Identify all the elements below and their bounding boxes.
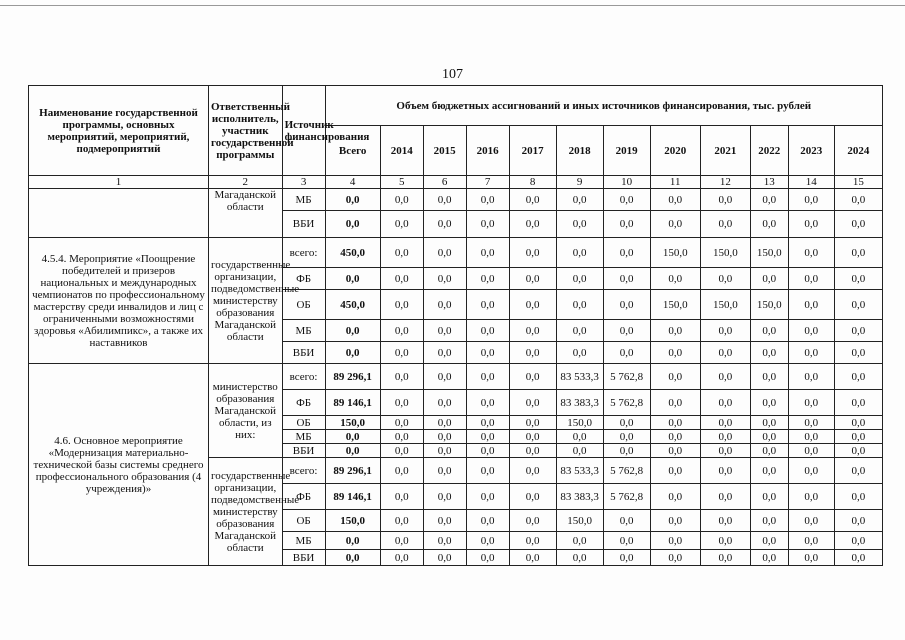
value-cell: 150,0	[325, 416, 380, 430]
value-cell: 83 383,3	[556, 484, 603, 510]
value-cell: 0,0	[650, 484, 700, 510]
value-cell: 5 762,8	[603, 484, 650, 510]
value-cell: 150,0	[750, 290, 788, 320]
value-cell: 0,0	[700, 416, 750, 430]
value-cell: 0,0	[466, 320, 509, 342]
header-year: 2015	[423, 126, 466, 176]
value-cell: 0,0	[650, 364, 700, 390]
value-cell: 0,0	[466, 342, 509, 364]
value-cell: 150,0	[700, 238, 750, 268]
value-cell: 0,0	[509, 189, 556, 211]
value-cell: 0,0	[556, 444, 603, 458]
value-cell: 0,0	[380, 458, 423, 484]
value-cell: 0,0	[509, 484, 556, 510]
column-number: 2	[208, 176, 282, 189]
value-cell: 0,0	[423, 416, 466, 430]
value-cell: 0,0	[603, 532, 650, 550]
source-cell: ВБИ	[282, 444, 325, 458]
value-cell: 0,0	[834, 458, 882, 484]
value-cell: 0,0	[423, 532, 466, 550]
value-cell: 150,0	[650, 290, 700, 320]
value-cell: 0,0	[788, 364, 834, 390]
value-cell: 0,0	[788, 532, 834, 550]
value-cell: 0,0	[380, 510, 423, 532]
table-row	[29, 189, 883, 211]
value-cell: 0,0	[650, 550, 700, 566]
value-cell: 0,0	[750, 532, 788, 550]
header-total: Всего	[325, 126, 380, 176]
value-cell: 0,0	[380, 342, 423, 364]
value-cell: 0,0	[466, 290, 509, 320]
value-cell: 0,0	[700, 268, 750, 290]
value-cell: 0,0	[509, 458, 556, 484]
value-cell: 0,0	[380, 484, 423, 510]
value-cell: 0,0	[750, 390, 788, 416]
value-cell: 0,0	[834, 290, 882, 320]
value-cell: 0,0	[700, 532, 750, 550]
value-cell: 0,0	[423, 430, 466, 444]
value-cell: 0,0	[834, 189, 882, 211]
executor-cell: Магаданской области	[208, 189, 282, 238]
program-name-cell: 4.6. Основное мероприятие «Модернизация материально-технической базы системы среднего профессионального образования (4 учреждения)»	[29, 364, 209, 566]
value-cell: 0,0	[834, 484, 882, 510]
value-cell: 0,0	[380, 390, 423, 416]
source-cell: ФБ	[282, 390, 325, 416]
value-cell: 5 762,8	[603, 364, 650, 390]
value-cell: 0,0	[788, 211, 834, 238]
value-cell: 0,0	[650, 189, 700, 211]
value-cell: 0,0	[509, 532, 556, 550]
value-cell: 150,0	[556, 416, 603, 430]
value-cell: 0,0	[423, 510, 466, 532]
value-cell: 0,0	[700, 458, 750, 484]
column-number: 8	[509, 176, 556, 189]
value-cell: 0,0	[380, 268, 423, 290]
value-cell: 0,0	[466, 390, 509, 416]
header-program-name: Наименование государственной программы, основных мероприятий, мероприятий, подмероприятий	[29, 86, 209, 176]
value-cell: 0,0	[466, 416, 509, 430]
value-cell: 0,0	[750, 320, 788, 342]
value-cell: 0,0	[423, 268, 466, 290]
value-cell: 83 383,3	[556, 390, 603, 416]
value-cell: 0,0	[509, 211, 556, 238]
value-cell: 0,0	[380, 364, 423, 390]
value-cell: 0,0	[380, 416, 423, 430]
source-cell: ВБИ	[282, 550, 325, 566]
value-cell: 0,0	[650, 458, 700, 484]
value-cell: 89 146,1	[325, 484, 380, 510]
value-cell: 0,0	[788, 238, 834, 268]
header-executor: Ответственный исполнитель, участник государственной программы	[208, 86, 282, 176]
value-cell: 0,0	[325, 320, 380, 342]
value-cell: 0,0	[650, 342, 700, 364]
value-cell: 0,0	[788, 290, 834, 320]
value-cell: 0,0	[466, 211, 509, 238]
executor-cell: государственные организации, подведомственные министерству образования Магаданской области	[208, 238, 282, 364]
value-cell: 0,0	[603, 342, 650, 364]
header-year: 2021	[700, 126, 750, 176]
value-cell: 0,0	[509, 416, 556, 430]
value-cell: 150,0	[556, 510, 603, 532]
program-name-cell: 4.5.4. Мероприятие «Поощрение победителей и призеров национальных и международных чемпионатов по профессиональному мастерству среди инвалидов и лиц с ограниченными возможностями здоровья «Абилимпикс», а также их наставников	[29, 238, 209, 364]
value-cell: 0,0	[466, 458, 509, 484]
value-cell: 0,0	[423, 320, 466, 342]
value-cell: 0,0	[325, 189, 380, 211]
column-number: 10	[603, 176, 650, 189]
value-cell: 0,0	[325, 532, 380, 550]
source-cell: МБ	[282, 430, 325, 444]
source-cell: МБ	[282, 532, 325, 550]
source-cell: всего:	[282, 364, 325, 390]
value-cell: 0,0	[325, 268, 380, 290]
value-cell: 0,0	[750, 211, 788, 238]
header-budget: Объем бюджетных ассигнований и иных источников финансирования, тыс. рублей	[325, 86, 882, 126]
source-cell: МБ	[282, 189, 325, 211]
value-cell: 0,0	[834, 444, 882, 458]
value-cell: 0,0	[603, 550, 650, 566]
value-cell: 5 762,8	[603, 458, 650, 484]
column-number: 7	[466, 176, 509, 189]
header-year: 2024	[834, 126, 882, 176]
value-cell: 0,0	[700, 510, 750, 532]
value-cell: 0,0	[423, 484, 466, 510]
value-cell: 0,0	[788, 320, 834, 342]
value-cell: 0,0	[650, 532, 700, 550]
value-cell: 0,0	[509, 430, 556, 444]
value-cell: 0,0	[750, 430, 788, 444]
value-cell: 0,0	[750, 189, 788, 211]
table-row	[29, 364, 883, 390]
value-cell: 0,0	[650, 390, 700, 416]
value-cell: 0,0	[788, 189, 834, 211]
value-cell: 0,0	[750, 416, 788, 430]
value-cell: 0,0	[700, 342, 750, 364]
value-cell: 0,0	[603, 238, 650, 268]
value-cell: 0,0	[466, 189, 509, 211]
value-cell: 0,0	[380, 290, 423, 320]
value-cell: 0,0	[466, 238, 509, 268]
value-cell: 0,0	[700, 364, 750, 390]
value-cell: 0,0	[325, 342, 380, 364]
value-cell: 0,0	[750, 484, 788, 510]
value-cell: 0,0	[603, 211, 650, 238]
value-cell: 0,0	[556, 268, 603, 290]
column-number: 11	[650, 176, 700, 189]
value-cell: 5 762,8	[603, 390, 650, 416]
value-cell: 0,0	[700, 211, 750, 238]
value-cell: 0,0	[423, 458, 466, 484]
value-cell: 150,0	[650, 238, 700, 268]
value-cell: 0,0	[700, 550, 750, 566]
value-cell: 0,0	[650, 430, 700, 444]
value-cell: 0,0	[423, 211, 466, 238]
value-cell: 0,0	[603, 189, 650, 211]
value-cell: 150,0	[325, 510, 380, 532]
value-cell: 0,0	[423, 189, 466, 211]
value-cell: 0,0	[556, 189, 603, 211]
value-cell: 0,0	[380, 238, 423, 268]
value-cell: 0,0	[509, 364, 556, 390]
value-cell: 0,0	[834, 550, 882, 566]
value-cell: 0,0	[700, 189, 750, 211]
value-cell: 0,0	[700, 484, 750, 510]
budget-table	[28, 85, 883, 566]
source-cell: ОБ	[282, 290, 325, 320]
value-cell: 0,0	[509, 290, 556, 320]
value-cell: 0,0	[466, 268, 509, 290]
value-cell: 0,0	[466, 430, 509, 444]
value-cell: 0,0	[556, 430, 603, 444]
value-cell: 0,0	[509, 550, 556, 566]
value-cell: 0,0	[509, 390, 556, 416]
value-cell: 0,0	[788, 268, 834, 290]
value-cell: 0,0	[788, 458, 834, 484]
value-cell: 0,0	[603, 268, 650, 290]
value-cell: 0,0	[650, 211, 700, 238]
value-cell: 0,0	[325, 444, 380, 458]
value-cell: 0,0	[603, 430, 650, 444]
value-cell: 0,0	[788, 444, 834, 458]
value-cell: 0,0	[556, 238, 603, 268]
value-cell: 0,0	[603, 444, 650, 458]
value-cell: 0,0	[466, 364, 509, 390]
header-year: 2019	[603, 126, 650, 176]
value-cell: 0,0	[380, 430, 423, 444]
top-rule	[0, 5, 905, 6]
value-cell: 0,0	[788, 416, 834, 430]
value-cell: 0,0	[750, 458, 788, 484]
value-cell: 0,0	[650, 416, 700, 430]
value-cell: 89 296,1	[325, 458, 380, 484]
value-cell: 0,0	[466, 550, 509, 566]
value-cell: 83 533,3	[556, 458, 603, 484]
source-cell: ВБИ	[282, 342, 325, 364]
value-cell: 0,0	[700, 390, 750, 416]
value-cell: 0,0	[834, 430, 882, 444]
source-cell: ОБ	[282, 510, 325, 532]
source-cell: всего:	[282, 458, 325, 484]
value-cell: 0,0	[834, 416, 882, 430]
value-cell: 0,0	[380, 320, 423, 342]
page-number: 107	[442, 67, 463, 82]
value-cell: 0,0	[788, 342, 834, 364]
value-cell: 0,0	[423, 238, 466, 268]
value-cell: 0,0	[509, 268, 556, 290]
value-cell: 0,0	[466, 532, 509, 550]
header-year: 2018	[556, 126, 603, 176]
value-cell: 0,0	[834, 390, 882, 416]
value-cell: 0,0	[556, 532, 603, 550]
program-name-cell	[29, 189, 209, 238]
value-cell: 0,0	[700, 320, 750, 342]
value-cell: 0,0	[423, 342, 466, 364]
header-source: Источник финансирования	[282, 86, 325, 176]
value-cell: 0,0	[466, 484, 509, 510]
value-cell: 0,0	[834, 320, 882, 342]
value-cell: 0,0	[466, 510, 509, 532]
value-cell: 89 146,1	[325, 390, 380, 416]
executor-cell: министерство образования Магаданской области, из них:	[208, 364, 282, 458]
value-cell: 0,0	[650, 510, 700, 532]
value-cell: 0,0	[603, 320, 650, 342]
value-cell: 0,0	[650, 268, 700, 290]
value-cell: 89 296,1	[325, 364, 380, 390]
value-cell: 0,0	[380, 550, 423, 566]
value-cell: 0,0	[788, 510, 834, 532]
value-cell: 0,0	[834, 510, 882, 532]
value-cell: 83 533,3	[556, 364, 603, 390]
value-cell: 0,0	[603, 510, 650, 532]
value-cell: 0,0	[650, 320, 700, 342]
column-number: 15	[834, 176, 882, 189]
value-cell: 0,0	[325, 211, 380, 238]
column-number: 6	[423, 176, 466, 189]
value-cell: 0,0	[423, 444, 466, 458]
value-cell: 0,0	[556, 320, 603, 342]
value-cell: 0,0	[603, 416, 650, 430]
value-cell: 0,0	[788, 550, 834, 566]
value-cell: 0,0	[788, 484, 834, 510]
source-cell: ФБ	[282, 484, 325, 510]
source-cell: ВБИ	[282, 211, 325, 238]
value-cell: 0,0	[834, 532, 882, 550]
value-cell: 0,0	[423, 550, 466, 566]
value-cell: 0,0	[556, 211, 603, 238]
value-cell: 0,0	[509, 510, 556, 532]
value-cell: 0,0	[509, 238, 556, 268]
value-cell: 0,0	[750, 268, 788, 290]
column-number: 9	[556, 176, 603, 189]
column-number: 4	[325, 176, 380, 189]
source-cell: ОБ	[282, 416, 325, 430]
value-cell: 0,0	[834, 238, 882, 268]
column-number: 13	[750, 176, 788, 189]
value-cell: 0,0	[650, 444, 700, 458]
value-cell: 0,0	[556, 342, 603, 364]
value-cell: 0,0	[509, 342, 556, 364]
value-cell: 0,0	[325, 430, 380, 444]
value-cell: 0,0	[750, 444, 788, 458]
header-year: 2017	[509, 126, 556, 176]
value-cell: 0,0	[423, 290, 466, 320]
value-cell: 0,0	[834, 268, 882, 290]
value-cell: 0,0	[750, 550, 788, 566]
header-year: 2023	[788, 126, 834, 176]
column-number: 3	[282, 176, 325, 189]
value-cell: 0,0	[380, 189, 423, 211]
value-cell: 150,0	[750, 238, 788, 268]
value-cell: 0,0	[556, 550, 603, 566]
value-cell: 0,0	[509, 444, 556, 458]
value-cell: 0,0	[750, 364, 788, 390]
value-cell: 0,0	[750, 510, 788, 532]
value-cell: 0,0	[834, 211, 882, 238]
value-cell: 450,0	[325, 290, 380, 320]
header-year: 2014	[380, 126, 423, 176]
column-number: 5	[380, 176, 423, 189]
value-cell: 0,0	[788, 390, 834, 416]
value-cell: 150,0	[700, 290, 750, 320]
value-cell: 0,0	[700, 444, 750, 458]
value-cell: 0,0	[466, 444, 509, 458]
executor-cell: государственные организации, подведомственные министерству образования Магаданской области	[208, 458, 282, 566]
value-cell: 0,0	[834, 364, 882, 390]
source-cell: всего:	[282, 238, 325, 268]
value-cell: 0,0	[423, 364, 466, 390]
column-number: 12	[700, 176, 750, 189]
value-cell: 0,0	[423, 390, 466, 416]
value-cell: 0,0	[750, 342, 788, 364]
value-cell: 0,0	[380, 211, 423, 238]
header-year: 2016	[466, 126, 509, 176]
source-cell: МБ	[282, 320, 325, 342]
value-cell: 0,0	[556, 290, 603, 320]
value-cell: 450,0	[325, 238, 380, 268]
value-cell: 0,0	[380, 532, 423, 550]
value-cell: 0,0	[834, 342, 882, 364]
table-row	[29, 238, 883, 268]
source-cell: ФБ	[282, 268, 325, 290]
value-cell: 0,0	[788, 430, 834, 444]
value-cell: 0,0	[380, 444, 423, 458]
header-year: 2022	[750, 126, 788, 176]
column-number: 1	[29, 176, 209, 189]
value-cell: 0,0	[700, 430, 750, 444]
column-number: 14	[788, 176, 834, 189]
header-year: 2020	[650, 126, 700, 176]
value-cell: 0,0	[509, 320, 556, 342]
value-cell: 0,0	[603, 290, 650, 320]
value-cell: 0,0	[325, 550, 380, 566]
